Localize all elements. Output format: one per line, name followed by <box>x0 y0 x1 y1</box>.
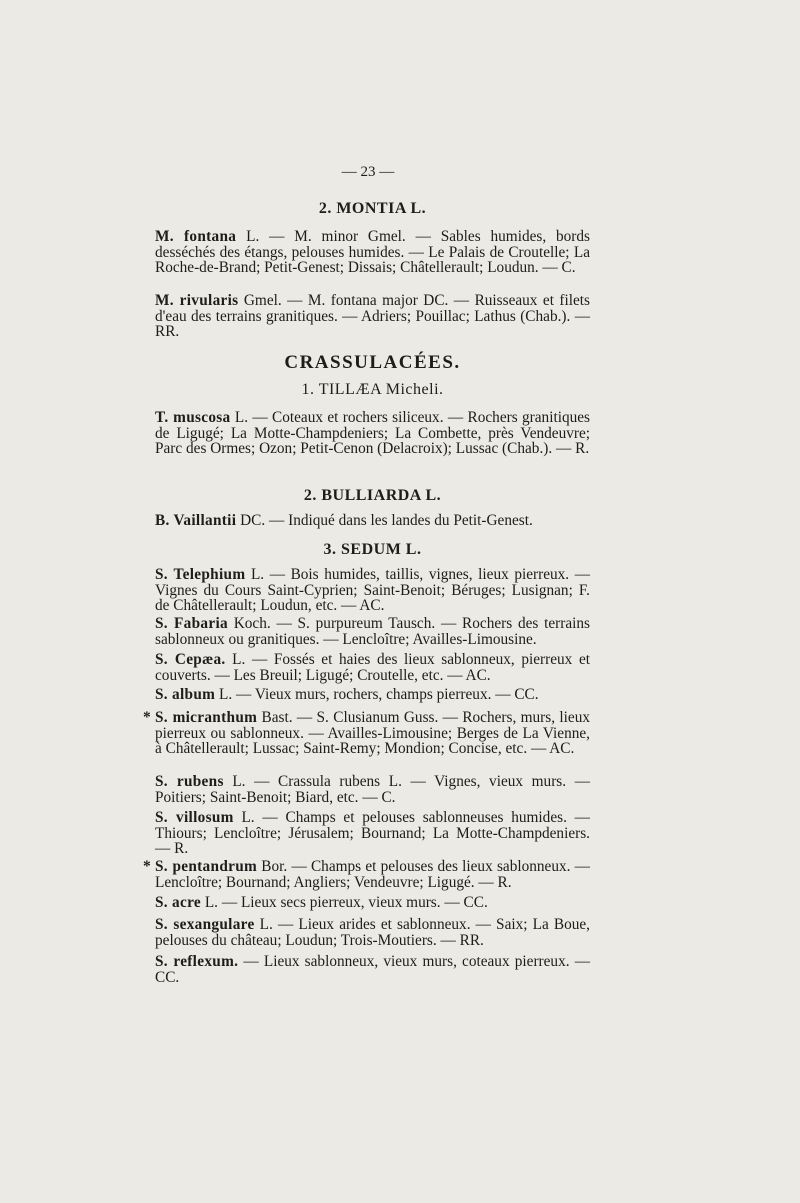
species-name: S. villosum <box>155 809 234 826</box>
entry-m-rivularis <box>155 293 590 340</box>
species-name: S. album <box>155 686 216 703</box>
species-name: S. acre <box>155 894 201 911</box>
species-name: S. rubens <box>155 773 224 790</box>
species-name: S. Fabaria <box>155 615 228 632</box>
entry-s-micranthum <box>143 709 590 757</box>
entry-m-fontana <box>155 229 590 276</box>
entry-t-muscosa <box>155 410 590 457</box>
species-text: Bast. — S. Clusianum Guss. — Rochers, murs, lieux pierreux ou sablonneux. — Availles-Limousine; Berges de La Vienne, à Châtellerault; Lussac; Saint-Remy; Mondion; Concise, etc. — AC. <box>155 709 590 757</box>
page-number: — 23 — <box>341 164 395 180</box>
species-name: S. micranthum <box>155 709 258 726</box>
species-text: DC. — Indiqué dans les landes du Petit-Genest. <box>236 512 533 529</box>
entry-s-fabaria <box>155 616 590 647</box>
species-text: Gmel. — M. fontana major DC. — Ruisseaux et filets d'eau des terrains granitiques. — Adriers; Pouillac; Lathus (Chab.). — RR. <box>155 292 591 340</box>
montia-heading-block <box>155 200 590 218</box>
species-text: L. — Vieux murs, rochers, champs pierreux. — CC. <box>215 686 539 703</box>
species-text: L. — Fossés et haies des lieux sablonneux, pierreux et couverts. — Les Breuil; Ligugé; Croutelle, etc. — AC. <box>155 651 590 684</box>
genus-heading-montia: 2. MONTIA L. <box>318 200 427 217</box>
species-text: — Lieux sablonneux, vieux murs, coteaux pierreux. — CC. <box>155 953 590 986</box>
species-name: S. reflexum. <box>155 953 239 970</box>
species-text: L. — Crassula rubens L. — Vignes, vieux murs. — Poitiers; Saint-Benoit; Biard, etc. — C. <box>155 773 590 806</box>
species-name: T. muscosa <box>155 409 231 426</box>
entry-s-reflexum <box>155 954 590 985</box>
species-text: Bor. — Champs et pelouses des lieux sablonneux. — Lencloître; Bournand; Angliers; Vendeuvre; Ligugé. — R. <box>155 858 590 891</box>
entry-s-telephium <box>155 567 590 614</box>
entry-b-vaillantii <box>155 513 590 529</box>
tillaea-heading-block <box>155 381 590 399</box>
entry-s-rubens <box>155 774 590 805</box>
species-text: L. — Coteaux et rochers siliceux. — Rochers granitiques de Ligugé; La Motte-Champdeniers; La Combette, près Vendeuvre; Parc des Ormes; Ozon; Petit-Cenon (Delacroix); Lussac (Chab.). — R. <box>155 409 590 457</box>
family-heading-block <box>155 352 590 374</box>
species-name: S. Telephium <box>155 566 246 583</box>
species-name: B. Vaillantii <box>155 512 237 529</box>
entry-s-cepaea <box>155 652 590 683</box>
species-name: M. rivularis <box>155 292 239 309</box>
species-text: L. — Lieux arides et sablonneux. — Saix; La Boue, pelouses du château; Loudun; Trois-Moutiers. — RR. <box>155 916 590 949</box>
asterisk-marker: * <box>143 858 151 875</box>
species-text: L. — Lieux secs pierreux, vieux murs. — CC. <box>201 894 488 911</box>
entry-s-sexangulare <box>155 917 590 948</box>
species-name: M. fontana <box>155 228 237 245</box>
genus-heading-tillaea: 1. TILLÆA Micheli. <box>301 381 444 398</box>
species-name: S. sexangulare <box>155 916 255 933</box>
species-text: L. — Champs et pelouses sablonneuses humides. — Thiours; Lencloître; Jérusalem; Bournand; La Motte-Champdeniers. — R. <box>155 809 590 857</box>
asterisk-marker: * <box>143 709 151 726</box>
species-text: Koch. — S. purpureum Tausch. — Rochers des terrains sablonneux ou granitiques. — Lencloître; Availles-Limousine. <box>155 615 590 648</box>
family-heading-crassulacees: CRASSULACÉES. <box>284 352 461 373</box>
sedum-heading-block <box>155 541 590 559</box>
entry-s-villosum <box>155 810 590 857</box>
genus-heading-sedum: 3. SEDUM L. <box>323 541 422 558</box>
entry-s-pentandrum <box>143 858 590 891</box>
entry-s-album <box>155 687 590 703</box>
species-name: S. Cepæa. <box>155 651 226 668</box>
species-text: L. — M. minor Gmel. — Sables humides, bords desséchés des étangs, pelouses humides. — Le Palais de Croutelle; La Roche-de-Brand; Petit-Genest; Dissais; Châtellerault; Loudun. — C. <box>155 228 591 276</box>
genus-heading-bulliarda: 2. BULLIARDA L. <box>303 487 442 504</box>
species-text: L. — Bois humides, taillis, vignes, lieux pierreux. — Vignes du Cours Saint-Cyprien; Saint-Benoit; Béruges; Lusignan; F. de Châtellerault; Loudun, etc. — AC. <box>155 566 590 614</box>
bulliarda-heading-block <box>155 487 590 505</box>
species-name: S. pentandrum <box>155 858 258 875</box>
entry-s-acre <box>155 895 590 911</box>
